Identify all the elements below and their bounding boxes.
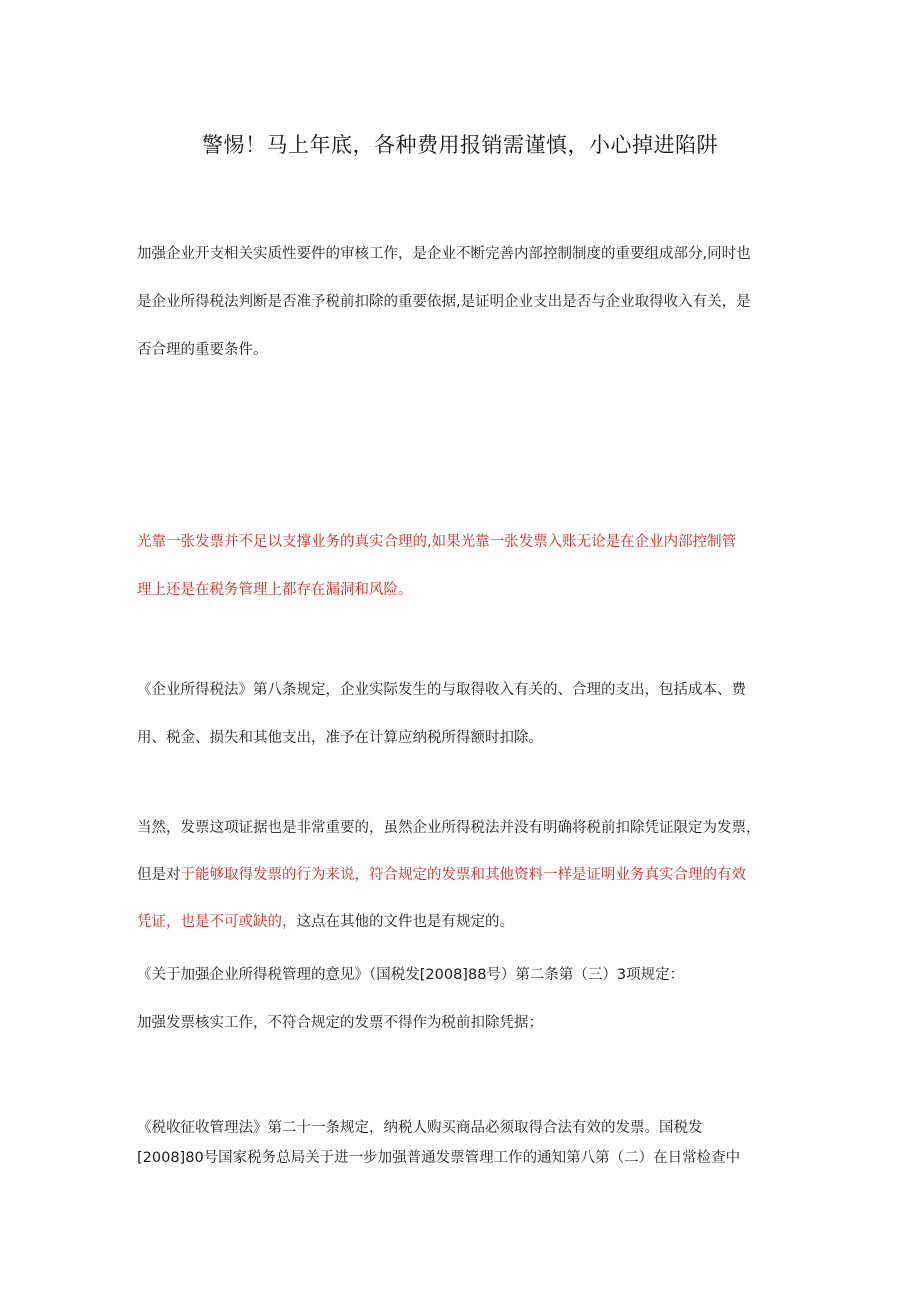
document-title: 警惕！马上年底，各种费用报销需谨慎，小心掉进陷阱 [202, 133, 718, 157]
paragraph-line: 是企业所得税法判断是否准予税前扣除的重要依据,是证明企业支出是否与企业取得收入有关，是 [137, 294, 751, 310]
paragraph-line: 否合理的重要条件。 [137, 342, 268, 358]
paragraph-invoice-verification [137, 1008, 797, 1038]
paragraph-line-mixed [137, 899, 797, 946]
paragraph-invoice-evidence [137, 805, 797, 946]
paragraph-law-article-8 [137, 666, 797, 762]
paragraph-line: 用、税金、损失和其他支出，准予在计算应纳税所得额时扣除。 [137, 730, 543, 746]
paragraph-line: 《税收征收管理法》第二十一条规定，纳税人购买商品必须取得合法有效的发票。国税发 [137, 1120, 703, 1136]
highlighted-text-segment: 凭证，也是不可或缺的， [137, 914, 297, 930]
paragraph-guoshuifa-88 [137, 960, 797, 990]
text-segment: 这点在其他的文件也是有规定的。 [296, 914, 514, 930]
paragraph-tax-collection-law [137, 1113, 797, 1173]
paragraph-line: 当然，发票这项证据也是非常重要的，虽然企业所得税法并没有明确将税前扣除凭证限定为发票， [137, 820, 761, 836]
paragraph-line: 加强企业开支相关实质性要件的审核工作，是企业不断完善内部控制制度的重要组成部分,同时也 [137, 246, 751, 262]
paragraph-line-mixed [137, 852, 797, 899]
paragraph-line: 理上还是在税务管理上都存在漏洞和风险。 [137, 582, 413, 598]
paragraph-line: 《关于加强企业所得税管理的意见》（国税发[2008]88号）第二条第（三）3项规定： [137, 967, 685, 983]
text-segment: 但是对 [137, 867, 181, 883]
paragraph-intro [137, 230, 797, 374]
highlighted-text-segment: 于能够取得发票的行为来说，符合规定的发票和其他资料一样是证明业务真实合理的有效 [180, 867, 746, 883]
paragraph-highlight-warning [137, 518, 797, 614]
paragraph-line: [2008]80号国家税务总局关于进一步加强普通发票管理工作的通知第八第（二）在日常检查中 [137, 1150, 741, 1166]
paragraph-line: 光靠一张发票并不足以支撑业务的真实合理的,如果光靠一张发票入账无论是在企业内部控制管 [137, 534, 737, 550]
paragraph-line: 《企业所得税法》第八条规定，企业实际发生的与取得收入有关的、合理的支出，包括成本、费 [137, 682, 746, 698]
paragraph-line: 加强发票核实工作，不符合规定的发票不得作为税前扣除凭据； [137, 1015, 543, 1031]
